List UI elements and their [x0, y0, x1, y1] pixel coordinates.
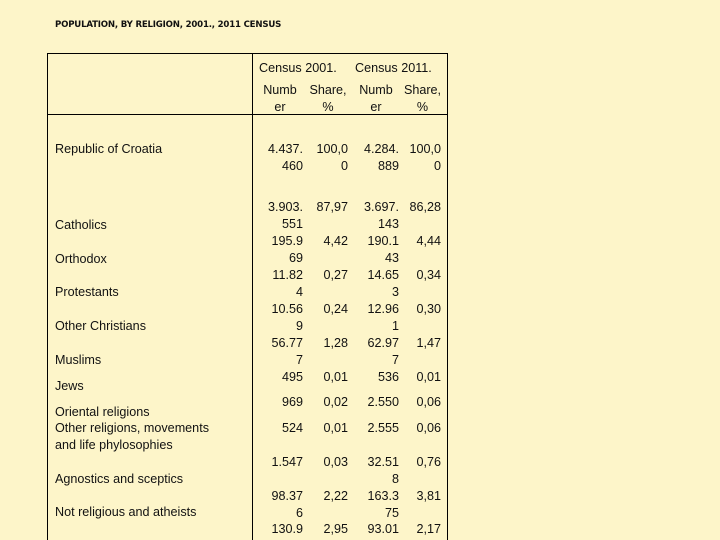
table-cell-s2011: 0,06: [416, 421, 441, 435]
table-cell-s2001: 2,22: [323, 489, 348, 503]
header-number-line1: Numb: [263, 83, 297, 97]
header-share-line2: %: [416, 99, 429, 114]
table-cell-n2011: 62.97 7: [367, 336, 399, 367]
table-cell-s2001: 0,03: [323, 455, 348, 469]
header-share-line1: Share,: [403, 83, 442, 97]
table-cell-s2011: 1,47: [416, 336, 441, 350]
table-cell-n2001: 4.437. 460: [267, 142, 303, 173]
header-census-2001: Census 2001.: [259, 61, 337, 75]
row-label-not-religious: Not religious and atheists: [55, 505, 197, 519]
table-cell-s2011: 2,17: [416, 522, 441, 536]
table-cell-s2001: 0,02: [323, 395, 348, 409]
table-cell-n2011: 2.550: [367, 395, 399, 409]
page-title: POPULATION, BY RELIGION, 2001., 2011 CENSUS: [55, 20, 282, 30]
table-cell-n2001: 524: [281, 421, 303, 435]
table-cell-n2011: 14.65 3: [367, 268, 399, 299]
table-cell-s2011: 0,30: [416, 302, 441, 316]
header-number-2011: [354, 82, 398, 115]
table-cell-n2011: 3.697. 143: [363, 200, 399, 231]
row-label-orthodox: Orthodox: [55, 252, 107, 266]
table-cell-n2001: 195.9 69: [271, 234, 303, 265]
row-label-catholics: Catholics: [55, 218, 107, 232]
table-cell-n2001: 98.37 6: [271, 489, 303, 520]
table-cell-n2011: 12.96 1: [367, 302, 399, 333]
table-cell-s2011: 0,76: [416, 455, 441, 469]
table-cell-n2001: 56.77 7: [271, 336, 303, 367]
header-share-line1: Share,: [309, 83, 347, 97]
row-label-muslims: Muslims: [55, 353, 102, 367]
table-cell-s2001: 4,42: [323, 234, 348, 248]
row-label-jews: Jews: [55, 379, 84, 393]
table-cell-s2011: 3,81: [416, 489, 441, 503]
table-cell-s2001: 1,28: [323, 336, 348, 350]
table-cell-n2001: 3.903. 551: [267, 200, 303, 231]
header-census-2011: Census 2011.: [355, 61, 432, 75]
table-cell-n2001: 11.82 4: [272, 268, 303, 299]
header-number-line2: er: [370, 99, 382, 114]
table-cell-n2011: 32.51 8: [367, 455, 399, 486]
header-share-2011: [400, 82, 445, 115]
table-cell-n2001: 969: [281, 395, 303, 409]
table-cell-n2011: 163.3 75: [367, 489, 399, 520]
header-number-line2: er: [274, 99, 286, 114]
table-cell-s2001: 100,0 0: [316, 142, 348, 173]
table-cell-n2011: 4.284. 889: [363, 142, 399, 173]
table-cell-s2001: 0,01: [323, 370, 348, 384]
table-cell-n2011: 536: [377, 370, 399, 384]
table-cell-s2001: 87,97: [316, 200, 348, 214]
table-cell-n2001: 130.9: [271, 522, 303, 536]
row-label-croatia: Republic of Croatia: [55, 142, 163, 156]
table-cell-s2001: 0,01: [323, 421, 348, 435]
table-cell-s2011: 4,44: [416, 234, 441, 248]
table-cell-n2001: 10.56 9: [271, 302, 303, 333]
table-cell-n2011: 93.01: [367, 522, 399, 536]
row-label-protestants: Protestants: [55, 285, 119, 299]
table-cell-n2001: 495: [281, 370, 303, 384]
table-cell-s2001: 0,27: [323, 268, 348, 282]
table-cell-s2001: 2,95: [323, 522, 348, 536]
table-cell-s2011: 0,06: [416, 395, 441, 409]
table-cell-n2001: 1.547: [271, 455, 303, 469]
row-label-agnostics: Agnostics and sceptics: [55, 472, 184, 486]
header-number-line1: Numb: [359, 83, 393, 97]
table-cell-s2011: 0,01: [416, 370, 441, 384]
table-cell-s2011: 86,28: [409, 200, 441, 214]
table-cell-s2011: 100,0 0: [409, 142, 441, 173]
table-cell-s2001: 0,24: [323, 302, 348, 316]
header-number-2001: [258, 82, 302, 115]
table-cell-n2011: 190.1 43: [367, 234, 399, 265]
header-share-2001: [306, 82, 350, 115]
row-label-oriental: Oriental religions: [55, 405, 150, 419]
header-share-line2: %: [322, 99, 334, 114]
table-cell-n2011: 2.555: [367, 421, 399, 435]
row-label-other-religions: Other religions, movements and life phylosophies: [55, 421, 209, 452]
row-label-other-christians: Other Christians: [55, 319, 146, 333]
column-divider: [252, 53, 253, 540]
table-cell-s2011: 0,34: [416, 268, 441, 282]
